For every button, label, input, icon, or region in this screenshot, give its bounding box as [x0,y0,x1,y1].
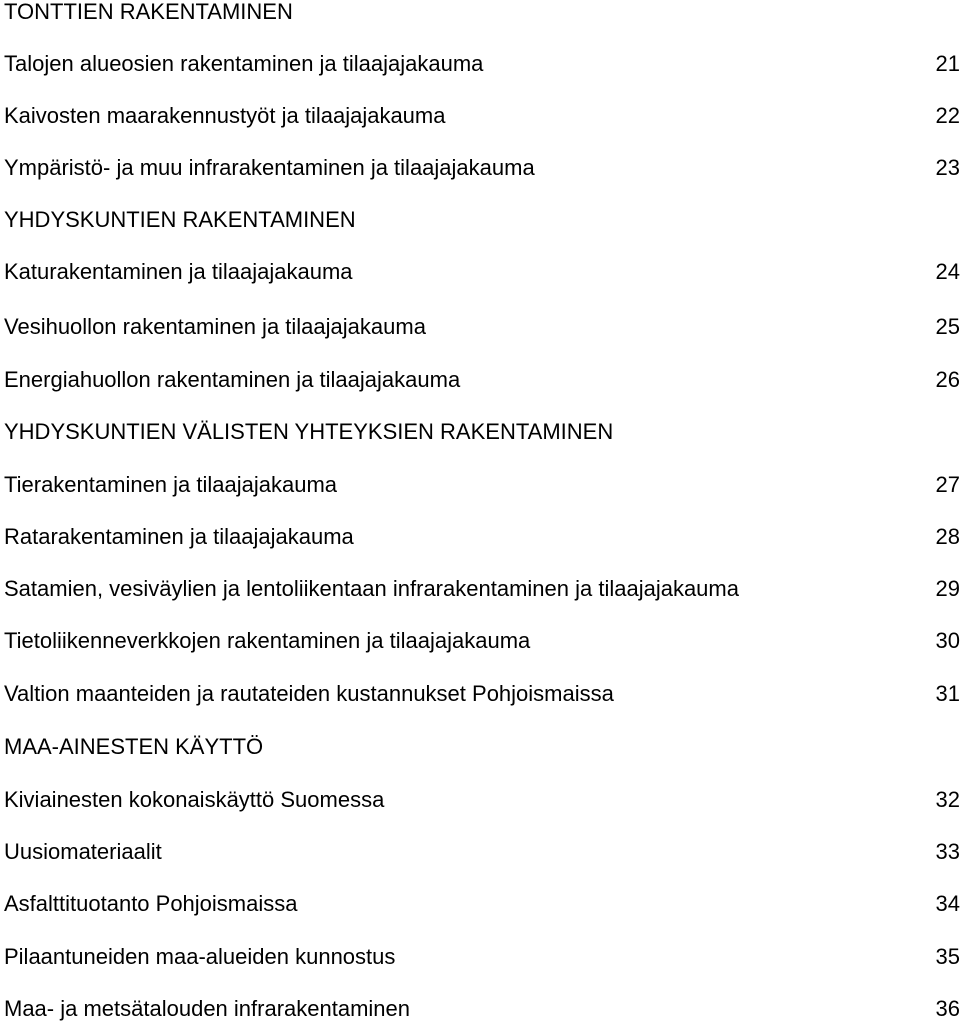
toc-section-heading [4,417,960,447]
toc-entry-page: 36 [935,996,960,1021]
toc-entry-page: 25 [935,314,960,339]
toc-entry [4,257,960,287]
toc-entry-page: 23 [935,155,960,180]
toc-entry-title: Ratarakentaminen ja tilaajajakauma [4,524,354,549]
toc-entry-page: 30 [935,628,960,653]
toc-entry-title: MAA-AINESTEN KÄYTTÖ [4,734,264,759]
toc-entry-title: Katurakentaminen ja tilaajajakauma [4,259,353,284]
toc-entry-title: Satamien, vesiväylien ja lentoliikentaan infrarakentaminen ja tilaajajakauma [4,576,739,601]
toc-entry-title: Energiahuollon rakentaminen ja tilaajajakauma [4,367,461,392]
toc-entry [4,574,960,604]
toc-entry-page: 26 [935,367,960,392]
toc-entry-page: 24 [935,259,960,284]
toc-entry [4,312,960,342]
toc-entry [4,365,960,395]
toc-entry-page: 21 [935,51,960,76]
toc-entry [4,785,960,815]
toc-entry-title: Pilaantuneiden maa-alueiden kunnostus [4,944,396,969]
toc-entry-page: 29 [935,576,960,601]
toc-entry-page: 22 [935,103,960,128]
toc-entry-page: 33 [935,839,960,864]
toc-entry-title: Vesihuollon rakentaminen ja tilaajajakauma [4,314,426,339]
toc-entry-title: Valtion maanteiden ja rautateiden kustannukset Pohjoismaissa [4,681,614,706]
toc-entry-title: Tierakentaminen ja tilaajajakauma [4,472,338,497]
toc-entry-page: 35 [935,944,960,969]
toc-entry-page: 32 [935,787,960,812]
toc-entry-title: YHDYSKUNTIEN VÄLISTEN YHTEYKSIEN RAKENTAMINEN [4,419,614,444]
toc-entry [4,153,960,183]
toc-entry-title: Uusiomateriaalit [4,839,162,864]
toc-entry [4,889,960,919]
toc-entry-page: 34 [935,891,960,916]
toc-entry [4,942,960,972]
toc-entry [4,470,960,500]
toc-entry-page: 28 [935,524,960,549]
toc-entry-title: Maa- ja metsätalouden infrarakentaminen [4,996,411,1021]
toc-section-heading [4,0,960,27]
toc-entry [4,837,960,867]
toc-entry [4,679,960,709]
toc-entry-page: 27 [935,472,960,497]
toc-entry-title: TONTTIEN RAKENTAMINEN [4,0,293,24]
toc-entry-title: Tietoliikenneverkkojen rakentaminen ja tilaajajakauma [4,628,531,653]
toc-section-heading [4,732,960,762]
toc-entry-page: 31 [935,681,960,706]
toc-entry-title: Asfalttituotanto Pohjoismaissa [4,891,298,916]
toc-entry-title: YHDYSKUNTIEN RAKENTAMINEN [4,207,356,232]
toc-entry-title: Ympäristö- ja muu infrarakentaminen ja tilaajajakauma [4,155,535,180]
toc-entry [4,626,960,656]
toc-entry-title: Talojen alueosien rakentaminen ja tilaajajakauma [4,51,484,76]
toc-entry [4,49,960,79]
toc-entry [4,522,960,552]
toc-entry-title: Kiviainesten kokonaiskäyttö Suomessa [4,787,385,812]
toc-entry [4,994,960,1024]
toc-entry-title: Kaivosten maarakennustyöt ja tilaajajakauma [4,103,446,128]
toc-section-heading [4,205,960,235]
toc-entry [4,101,960,131]
